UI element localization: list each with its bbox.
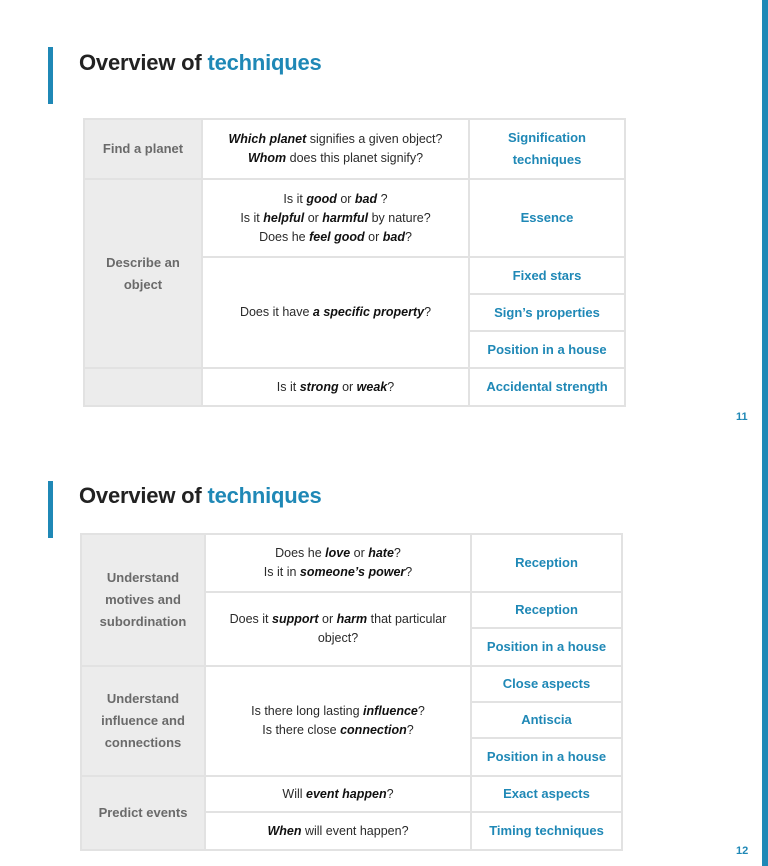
- question-cell: Is there long lasting influence? Is there close connection?: [205, 666, 471, 776]
- table-row: [81, 666, 622, 702]
- category-cell: Describe an object: [84, 179, 202, 368]
- technique-cell: Position in a house: [471, 738, 622, 776]
- table-row: [84, 179, 625, 257]
- question-cell: Does it support or harm that particular object?: [205, 592, 471, 666]
- technique-cell: Position in a house: [469, 331, 625, 368]
- technique-cell: Reception: [471, 592, 622, 628]
- title-accent-bar: [48, 47, 53, 104]
- table-row: [84, 119, 625, 179]
- table-row: [84, 368, 625, 406]
- question-cell: Which planet signifies a given object? Whom does this planet signify?: [202, 119, 469, 179]
- slide-title: Overview of techniques: [79, 50, 322, 75]
- table-row: [81, 776, 622, 812]
- question-cell: Will event happen?: [205, 776, 471, 812]
- category-cell: Predict events: [81, 776, 205, 850]
- technique-cell: Exact aspects: [471, 776, 622, 812]
- question-cell: When will event happen?: [205, 812, 471, 850]
- right-accent-bar: [762, 0, 768, 866]
- question-cell: Does he love or hate? Is it in someone’s power?: [205, 534, 471, 592]
- technique-cell: Position in a house: [471, 628, 622, 666]
- question-cell: Is it good or bad ? Is it helpful or harmful by nature? Does he feel good or bad?: [202, 179, 469, 257]
- category-cell-filler: [84, 368, 202, 406]
- question-cell: Does it have a specific property?: [202, 257, 469, 368]
- slide-title: Overview of techniques: [79, 483, 322, 508]
- technique-cell: Fixed stars: [469, 257, 625, 294]
- category-cell: Find a planet: [84, 119, 202, 179]
- table-row: [81, 534, 622, 592]
- technique-cell: Signification techniques: [469, 119, 625, 179]
- technique-cell: Antiscia: [471, 702, 622, 738]
- category-cell: Understand motives and subordination: [81, 534, 205, 666]
- page-number: 12: [736, 845, 749, 857]
- technique-cell: Timing techniques: [471, 812, 622, 850]
- title-accent-bar: [48, 481, 53, 538]
- category-cell: Understand influence and connections: [81, 666, 205, 776]
- technique-cell: Accidental strength: [469, 368, 625, 406]
- question-cell: Is it strong or weak?: [202, 368, 469, 406]
- page-number: 11: [736, 411, 748, 423]
- techniques-table-1: [83, 118, 626, 407]
- techniques-table-2: [80, 533, 623, 851]
- technique-cell: Sign’s properties: [469, 294, 625, 331]
- technique-cell: Essence: [469, 179, 625, 257]
- technique-cell: Reception: [471, 534, 622, 592]
- technique-cell: Close aspects: [471, 666, 622, 702]
